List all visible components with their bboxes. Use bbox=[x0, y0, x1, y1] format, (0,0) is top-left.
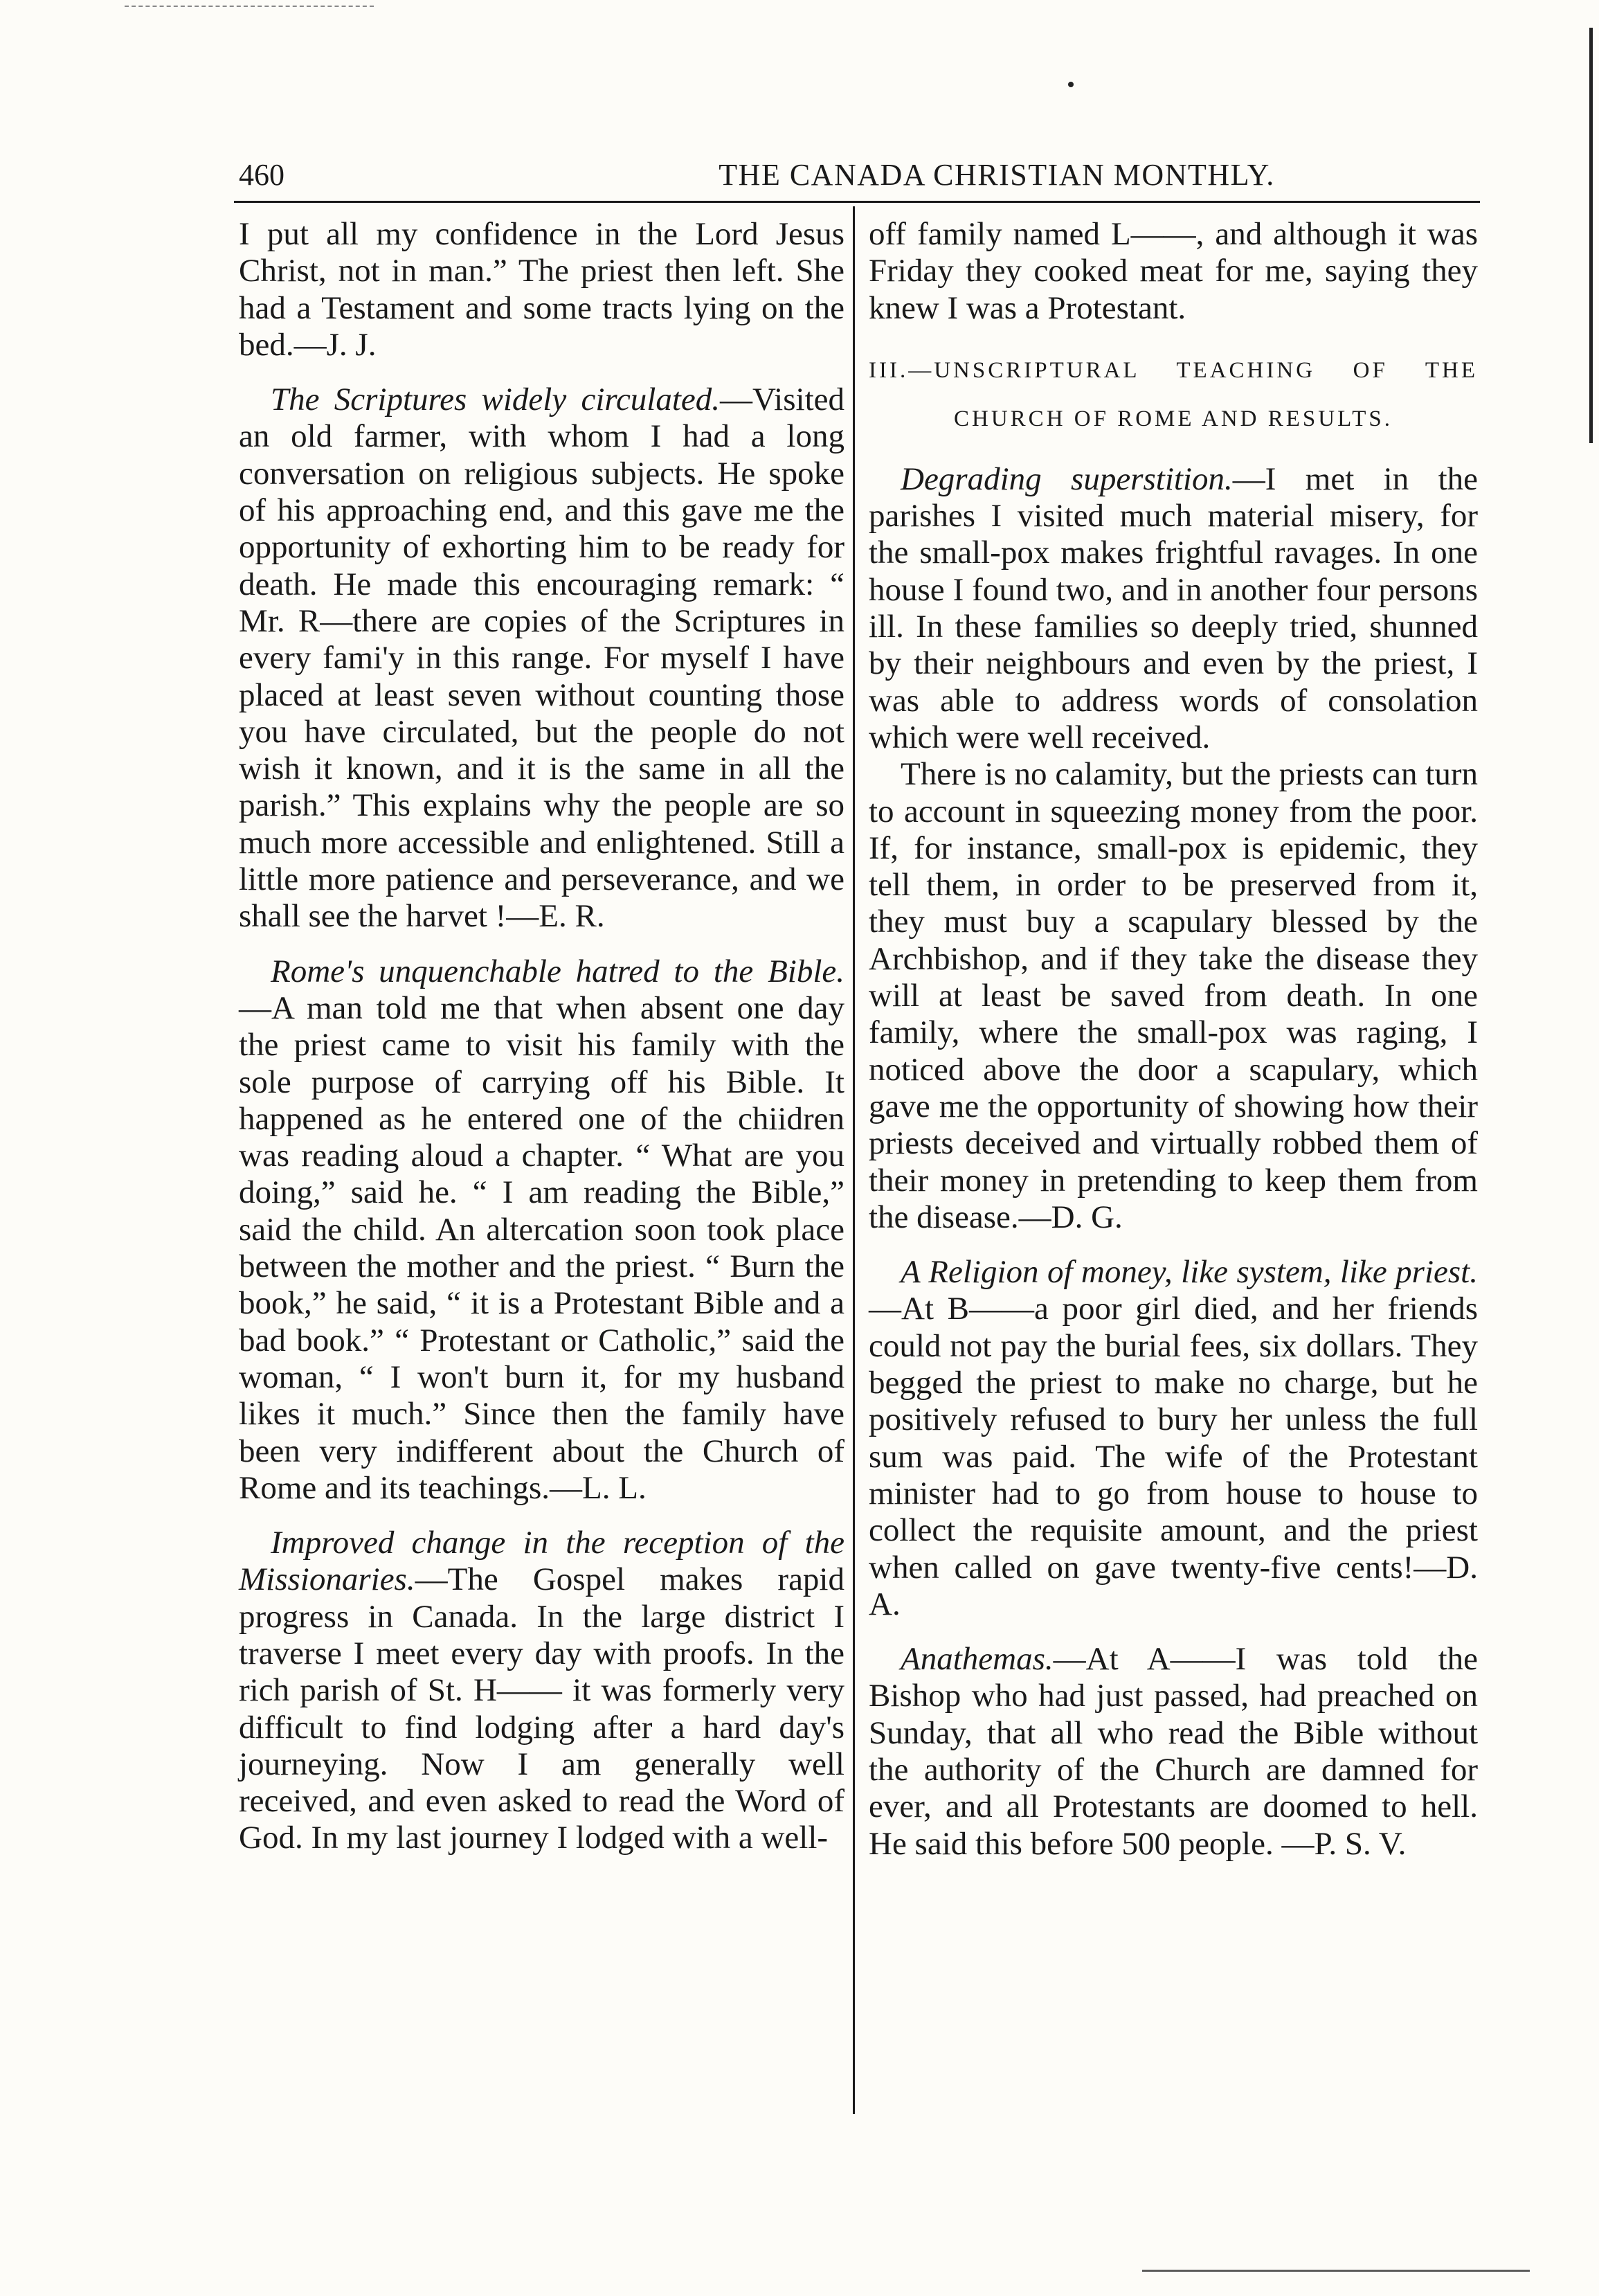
paragraph-text: —A man told me that when absent one day the priest came to visit his family with the sole purpose of carrying off his Bible. It happened as he entered one of the chiidren was reading aloud a chapter. “ What are you doing,” said he. “ I am reading the Bible,” said the child. An altercation soon took place between the mother and the priest. “ Burn the book,” he said, “ it is a Protestant Bible and a bad book.” “ Protestant or Catholic,” said the woman, “ I won't burn it, for my husband likes it much.” Since then the family have been very indifferent about the Church of Rome and its teachings.—L. L. bbox=[239, 989, 844, 1506]
page-edge-mark bbox=[1589, 28, 1593, 443]
paragraph-lead: Rome's unquenchable hatred to the Bible. bbox=[271, 953, 844, 989]
section-heading-line: CHURCH OF ROME AND RESULTS. bbox=[954, 406, 1393, 431]
header-rule bbox=[234, 201, 1480, 203]
left-column bbox=[239, 216, 844, 1875]
page-number: 460 bbox=[239, 158, 284, 192]
paragraph-text: —At A——I was told the Bishop who had just passed, had preached on Sunday, that all who read the Bible without the authority of the Church are damned for ever, and all Protestants are doomed to hell. He said this before 500 people. —P. S. V. bbox=[869, 1641, 1478, 1862]
section-heading-line: III.—UNSCRIPTURAL TEACHING OF THE bbox=[869, 357, 1478, 383]
scan-artifact-top bbox=[125, 6, 374, 8]
paragraph: off family named L——, and although it was Friday they cooked meat for me, saying they knew I was a Protestant. bbox=[869, 216, 1478, 326]
paragraph bbox=[239, 1525, 844, 1857]
paragraph-lead: A Religion of money, like system, like priest. bbox=[901, 1254, 1478, 1291]
paragraph bbox=[239, 382, 844, 935]
paragraph-text: —The Gospel makes rapid progress in Canada. In the large district I traverse I meet every day with proofs. In the rich parish of St. H—— it was formerly very difficult to find lodging after a hard day's journeying. Now I am generally well received, and even asked to read the Word of God. In my last journey I lodged with a well- bbox=[239, 1561, 844, 1856]
paragraph-lead: Degrading superstition. bbox=[901, 460, 1233, 497]
paragraph-text: —I met in the parishes I visited much material misery, for the small-pox makes frightful ravages. In one house I found two, and in another four persons ill. In these families so deeply tried, shunned by their neighbours and even by the priest, I was able to address words of consolation which were well received. bbox=[869, 460, 1478, 755]
paragraph bbox=[869, 1641, 1478, 1863]
paragraph-text: —Visited an old farmer, with whom I had a long conversation on religious subjects. He spoke of his approaching end, and this gave me the opportunity of exhorting him to be ready for death. He made this encouraging remark: “ Mr. R—there are copies of the Scriptures in every fami'y in this range. For myself I have placed at least seven without counting those you have circulated, but the people do not wish it known, and it is the same in all the parish.” This explains why the people are so much more accessible and enlightened. Still a little more patience and perseverance, and we shall see the harvet !—E. R. bbox=[239, 382, 844, 935]
paragraph bbox=[869, 1254, 1478, 1623]
right-column bbox=[869, 216, 1478, 1881]
paragraph-text: —At B——a poor girl died, and her friends could not pay the burial fees, six dollars. They begged the priest to make no charge, but he positively refused to bury her unless the full sum was paid. The wife of the Protestant minister had to go from house to house to collect the requisite amount, and the priest when called on gave twenty-five cents!—D. A. bbox=[869, 1291, 1478, 1622]
paragraph bbox=[869, 461, 1478, 756]
paragraph-lead: Anathemas. bbox=[901, 1641, 1054, 1678]
column-divider bbox=[853, 206, 855, 2114]
scan-dot bbox=[1068, 82, 1074, 87]
paragraph: I put all my confidence in the Lord Jesus Christ, not in man.” The priest then left. She had a Testament and some tracts lying on the bed.—J. J. bbox=[239, 216, 844, 363]
paragraph bbox=[239, 953, 844, 1507]
page-header bbox=[239, 158, 1478, 192]
section-heading bbox=[869, 346, 1478, 443]
paragraph: There is no calamity, but the priests can turn to account in squeezing money from the poor. If, for instance, small-pox is epidemic, they tell them, in order to be preserved from it, they must buy a scapulary blessed by the Archbishop, and if they take the disease they will at least be saved from death. In one family, where the small-pox was raging, I noticed above the door a scapulary, which gave me the opportunity of showing how their priests deceived and virtually robbed them of their money in pretending to keep them from the disease.—D. G. bbox=[869, 756, 1478, 1235]
running-title: THE CANADA CHRISTIAN MONTHLY. bbox=[719, 158, 1275, 192]
scan-artifact-bottom bbox=[1142, 2270, 1530, 2272]
paragraph-lead: Improved change in the reception of the Missionaries. bbox=[239, 1525, 844, 1598]
paragraph-lead: The Scriptures widely circulated. bbox=[271, 382, 721, 418]
